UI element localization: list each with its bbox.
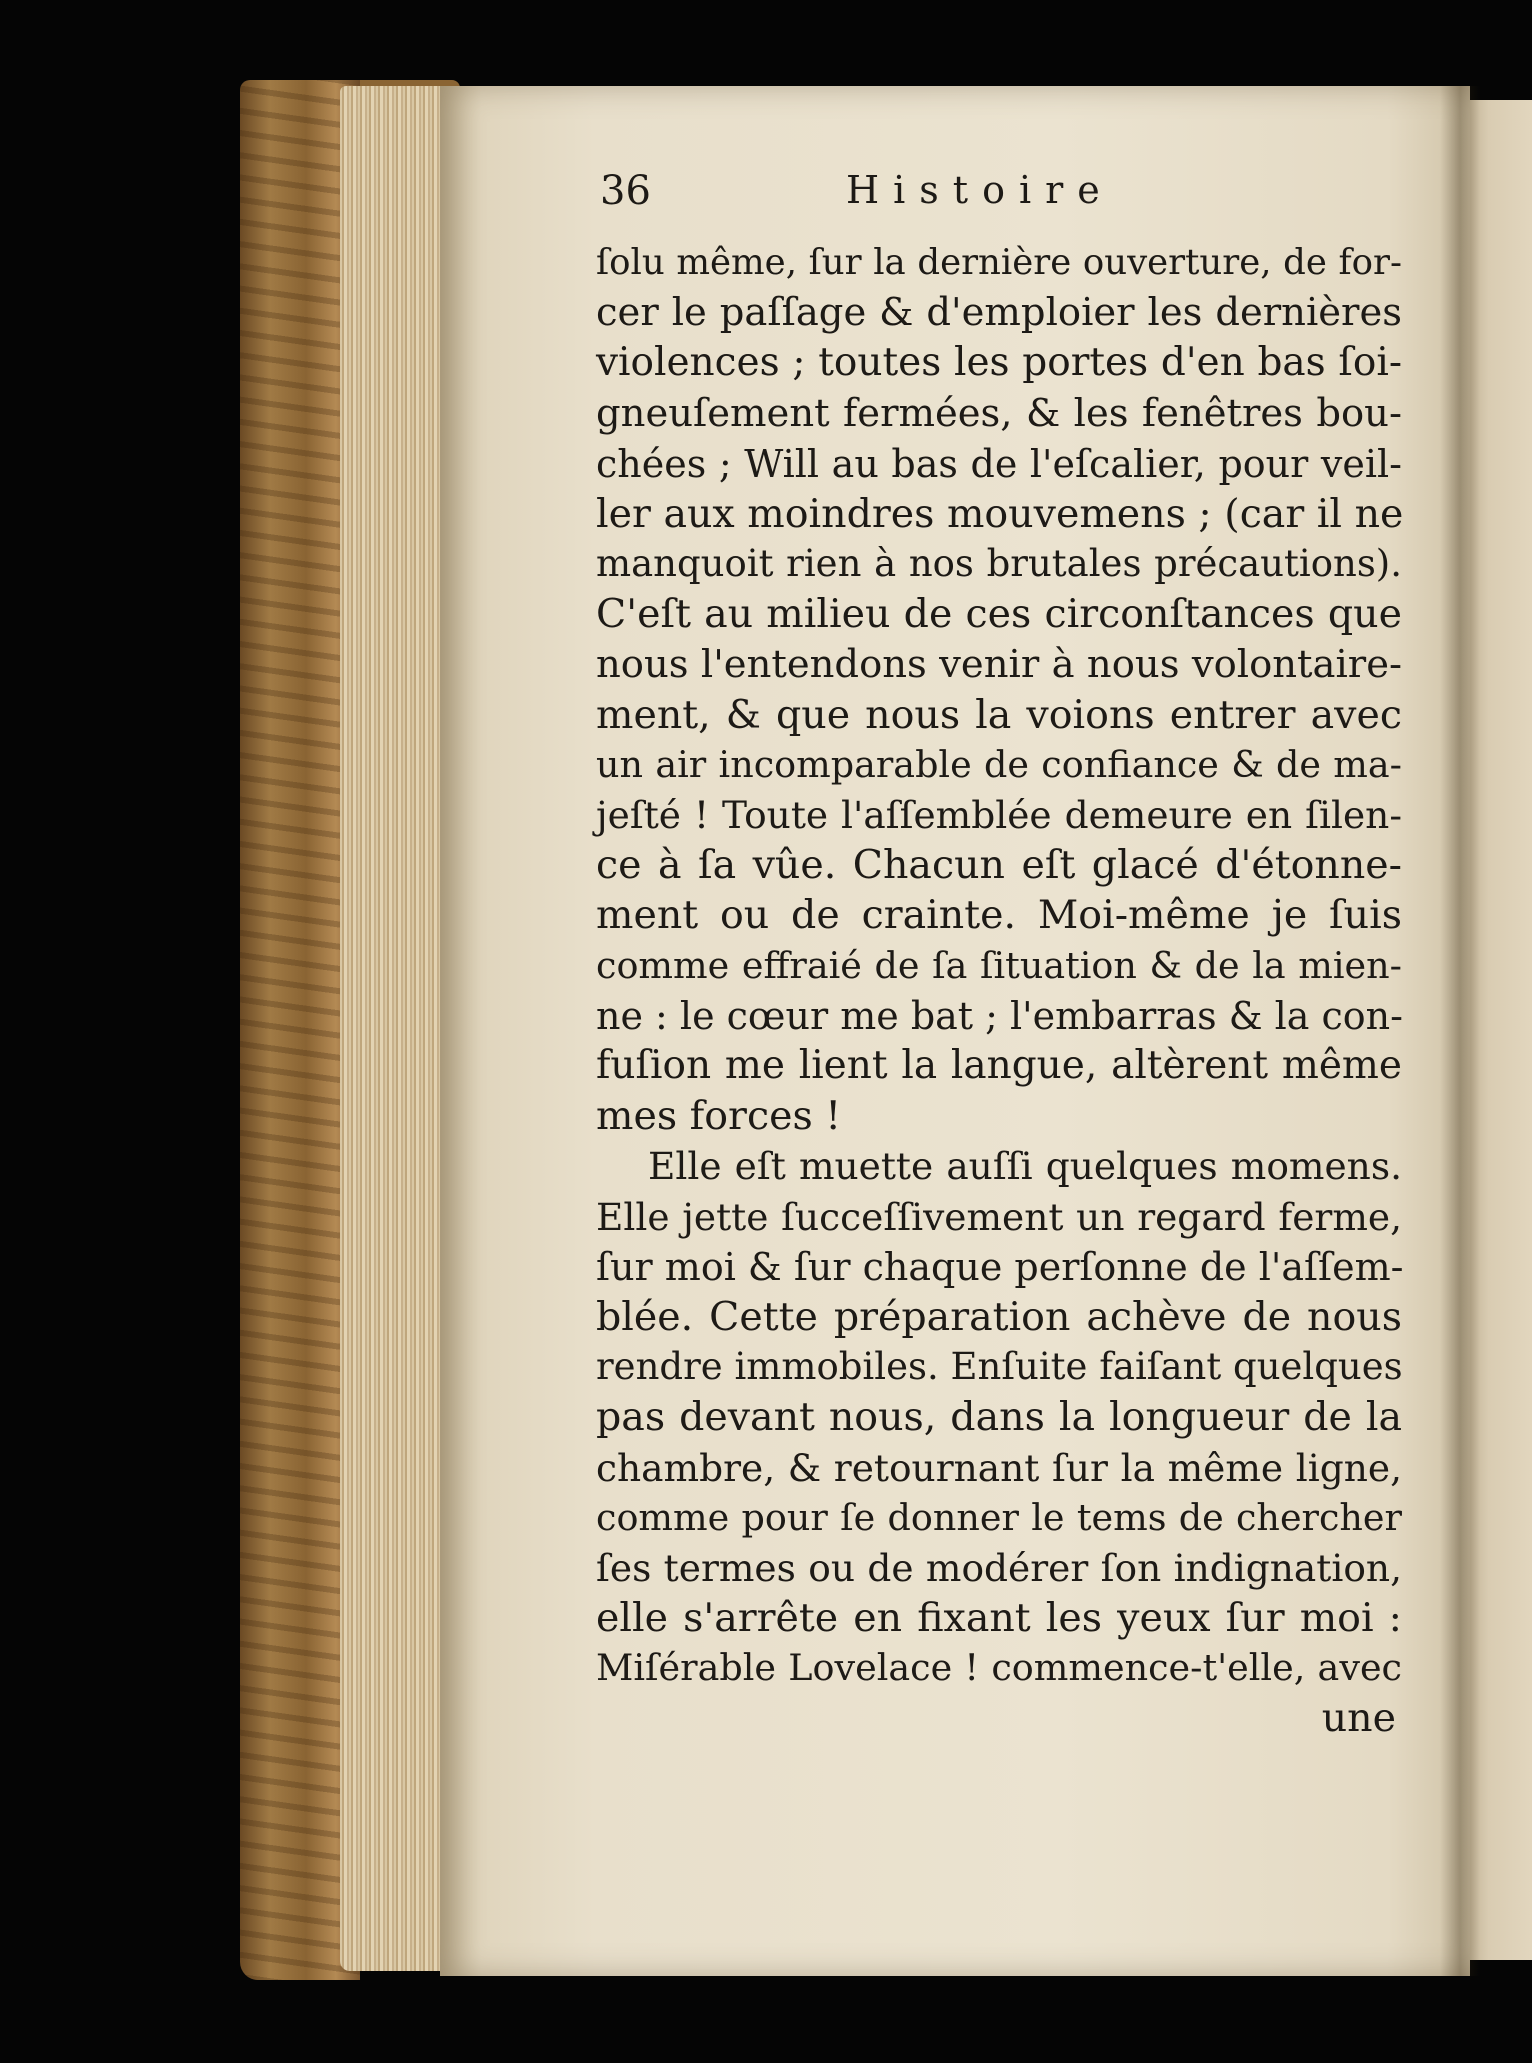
catchword: une [1321, 1695, 1396, 1742]
text-line: jeſté ! Toute l'aſſemblée demeure en ſilen- [596, 793, 1402, 838]
text-line: chambre, & retournant ſur la même ligne, [596, 1445, 1402, 1490]
running-head: Histoire [846, 168, 1114, 212]
text-line: ment ou de crainte. Moi-même je ſuis [596, 892, 1402, 939]
text-line: ne : le cœur me bat ; l'embarras & la con- [596, 993, 1403, 1038]
text-line: Elle jette ſucceſſivement un regard ferme, [596, 1194, 1402, 1239]
text-line: comme pour ſe donner le tems de chercher [596, 1495, 1402, 1539]
text-line: Miſérable Lovelace ! commence-t'elle, avec [596, 1646, 1402, 1690]
text-line: cer le paſſage & d'emploier les dernières [596, 290, 1402, 336]
text-line: rendre immobiles. Enſuite faiſant quelques [596, 1345, 1403, 1389]
text-line: mes forces ! [596, 1093, 842, 1140]
text-line: Elle eſt muette auſſi quelques momens. [648, 1144, 1402, 1189]
page-edges [340, 86, 450, 1971]
text-line: nous l'entendons venir à nous volontaire- [596, 641, 1402, 687]
gutter-shadow [1440, 86, 1480, 1976]
text-line: pas devant nous, dans la longueur de la [596, 1394, 1402, 1441]
text-line: ment, & que nous la voions entrer avec [596, 691, 1402, 738]
text-line: ce à ſa vûe. Chacun eſt glacé d'étonne- [596, 842, 1402, 889]
text-line: C'eſt au milieu de ces circonſtances que [596, 591, 1402, 638]
text-line: blée. Cette préparation achève de nous [596, 1293, 1402, 1340]
text-line: fuſion me lient la langue, altèrent même [596, 1043, 1402, 1088]
page-number: 36 [600, 168, 651, 214]
text-line: ſes termes ou de modérer ſon indignation, [596, 1545, 1402, 1590]
text-line: un air incomparable de confiance & de ma- [596, 742, 1402, 786]
text-line: ſur moi & ſur chaque perſonne de l'aſſem- [596, 1244, 1404, 1289]
text-line: elle s'arrête en fixant les yeux ſur moi : [596, 1595, 1402, 1642]
text-line: ſolu même, ſur la dernière ouverture, de for- [596, 242, 1402, 283]
text-line: chées ; Will au bas de l'eſcalier, pour veil- [596, 441, 1402, 486]
text-line: ler aux moindres mouvemens ; (car il ne [596, 490, 1404, 537]
page-header [596, 168, 1402, 234]
text-line: manquoit rien à nos brutales précautions). [596, 542, 1402, 586]
text-line: gneuſement fermées, & les fenêtres bou- [596, 390, 1402, 436]
text-line: violences ; toutes les portes d'en bas ſoi- [596, 340, 1402, 386]
page-text [596, 168, 1402, 1743]
text-line: comme effraié de ſa ſituation & de la mien- [596, 943, 1402, 987]
